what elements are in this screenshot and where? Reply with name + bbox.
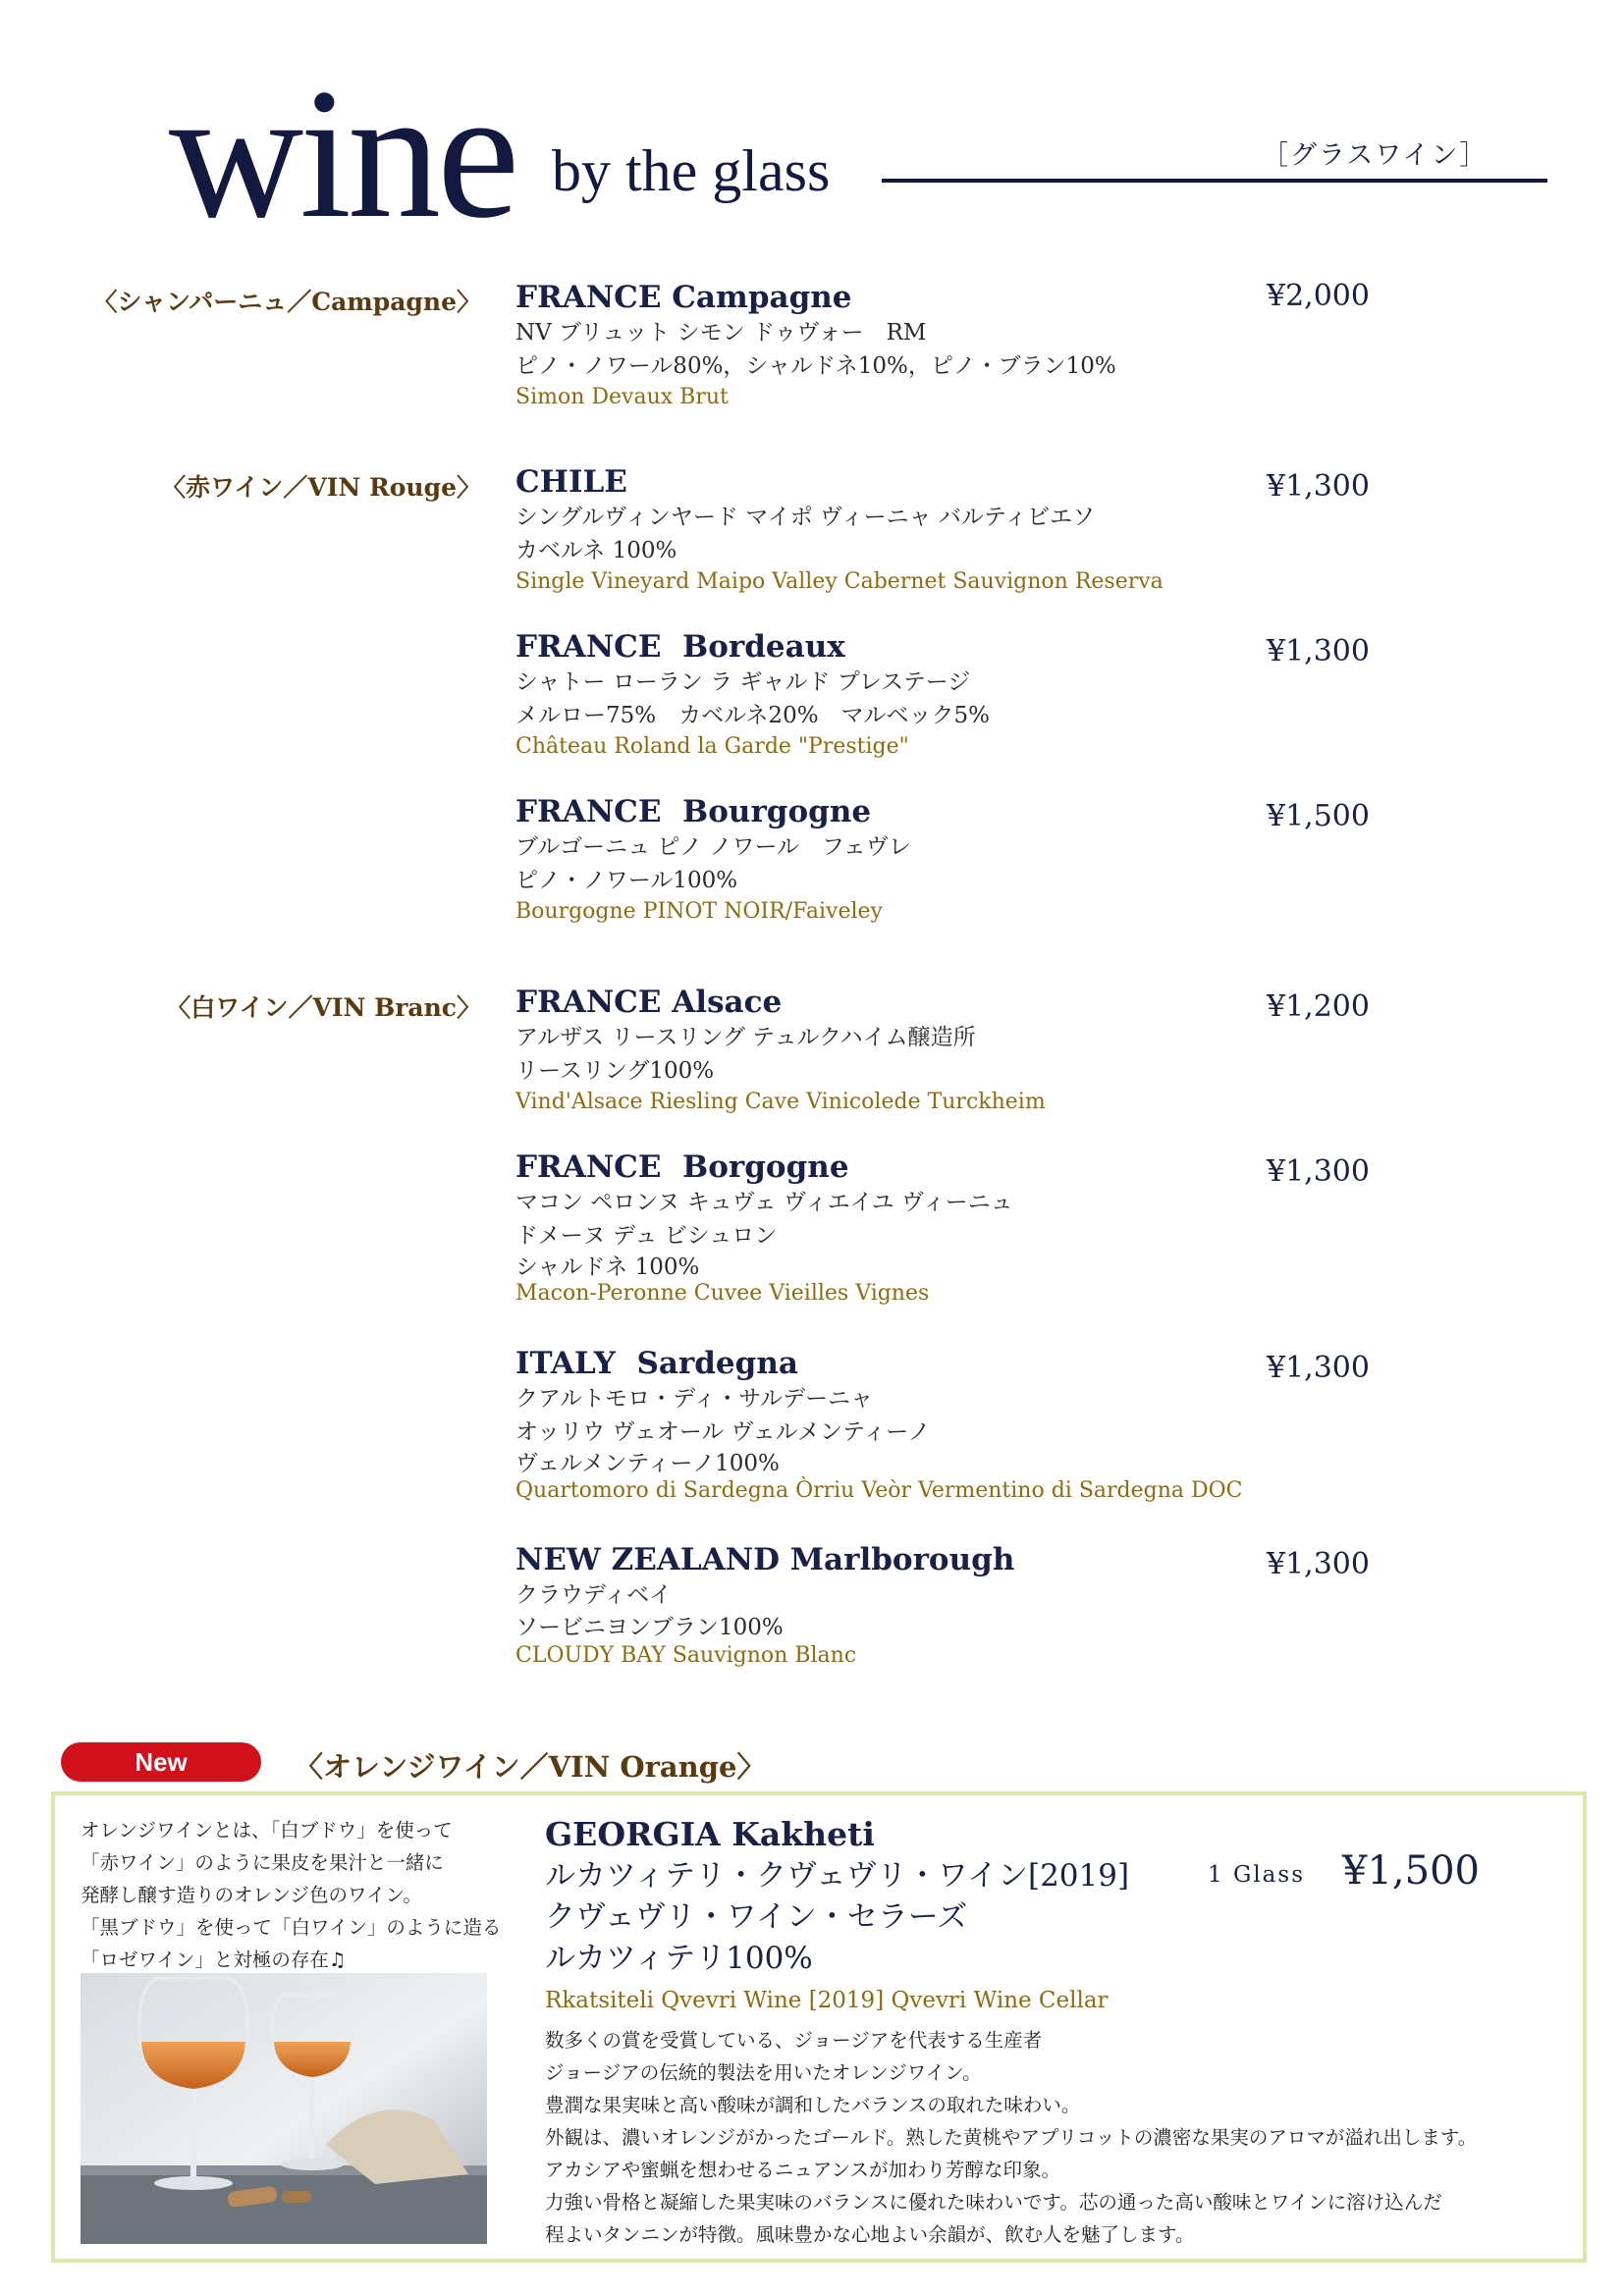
description-line: 外観は、濃いオレンジがかったゴールド。熟した黄桃やアプリコットの濃密な果実のアロマが溢れ出します。 (545, 2126, 1478, 2149)
wine-item (515, 279, 1380, 412)
wine-name-jp: クアルトモロ・ディ・サルデーニャ (515, 1386, 874, 1412)
wine-title: ITALY Sardegna (515, 1346, 798, 1381)
wine-grapes: カベルネ 100% (515, 538, 677, 563)
description-line: ジョージアの伝統的製法を用いたオレンジワイン。 (545, 2061, 982, 2084)
wine-name-en: Simon Devaux Brut (515, 385, 729, 409)
description-line: 程よいタンニンが特徴。風味豊かな心地よい余韻が、飲む人を魅了します。 (545, 2223, 1195, 2246)
wine-name-jp: ブルゴーニュ ピノ ノワール フェヴレ (515, 834, 911, 860)
description-line: アカシアや蜜蝋を想わせるニュアンスが加わり芳醇な印象。 (545, 2159, 1060, 2181)
orange-wine-glasses-photo (81, 1973, 487, 2244)
wine-name-jp: NV ブリュット シモン ドゥヴォー RM (515, 320, 927, 346)
wine-name-en: Vind'Alsace Riesling Cave Vinicolede Turckheim (515, 1090, 1046, 1114)
wine-name-en: CLOUDY BAY Sauvignon Blanc (515, 1643, 857, 1668)
explanation-line: 「ロゼワイン」と対極の存在♫ (81, 1949, 347, 1971)
wine-name-en: Quartomoro di Sardegna Òrriu Veòr Vermentino di Sardegna DOC (515, 1478, 1243, 1503)
wine-name-en: Single Vineyard Maipo Valley Cabernet Sauvignon Reserva (515, 569, 1164, 594)
wine-name-jp: アルザス リースリング テュルクハイム醸造所 (515, 1025, 976, 1050)
wine-grapes: ピノ・ノワール80%，シャルドネ10%，ピノ・ブラン10% (515, 353, 1116, 379)
wine-item (515, 1148, 1380, 1306)
wine-price: ¥1,300 (1267, 1154, 1370, 1189)
wine-name-jp: シングルヴィンヤード マイポ ヴィーニャ バルティビエソ (515, 505, 1096, 530)
wine-name-jp: シャトー ローラン ラ ギャルド プレステージ (515, 669, 971, 695)
wine-grapes: ソービニヨンブラン100% (515, 1615, 784, 1640)
page-subtitle: by the glass (552, 138, 831, 203)
wine-price: ¥2,000 (1267, 279, 1370, 313)
wine-price: ¥1,500 (1267, 799, 1370, 833)
wine-title: FRANCE Bourgogne (515, 794, 872, 829)
wine-grapes: ヴェルメンティーノ100% (515, 1451, 780, 1476)
wine-name-en: Macon-Peronne Cuvee Vieilles Vignes (515, 1281, 930, 1306)
wine-name-jp: ルカツィテリ・クヴェヴリ・ワイン[2019] (545, 1858, 1130, 1894)
wine-item (515, 628, 1380, 762)
wine-title: FRANCE Borgogne (515, 1149, 849, 1185)
wine-name-en: Rkatsiteli Qvevri Wine [2019] Qvevri Wine Cellar (545, 1988, 1109, 2013)
wine-price: ¥1,300 (1267, 634, 1370, 668)
wine-title: FRANCE Bordeaux (515, 629, 845, 665)
wine-grapes: シャルドネ 100% (515, 1255, 700, 1280)
category-white-wine: 〈白ワイン／VIN Branc〉 (166, 993, 481, 1022)
category-red-wine: 〈赤ワイン／VIN Rouge〉 (161, 473, 481, 502)
wine-price: ¥1,300 (1267, 1547, 1370, 1581)
category-champagne: 〈シャンパーニュ／Campagne〉 (92, 288, 481, 316)
page-title-japanese: ［グラスワイン］ (1262, 140, 1489, 171)
description-line: 数多くの賞を受賞している、ジョージアを代表する生産者 (545, 2029, 1043, 2052)
wine-title: FRANCE Alsace (515, 985, 783, 1020)
wine-price: ¥1,500 (1342, 1848, 1480, 1894)
wine-title: CHILE (515, 464, 627, 500)
wine-name-jp: マコン ペロンヌ キュヴェ ヴィエイユ ヴィーニュ (515, 1190, 1013, 1215)
wine-item (515, 984, 1380, 1117)
wine-producer-jp: クヴェヴリ・ワイン・セラーズ (545, 1899, 968, 1935)
explanation-line: オレンジワインとは、「白ブドウ」を使って (81, 1819, 453, 1842)
wine-cuvee-jp: オッリウ ヴェオール ヴェルメンティーノ (515, 1419, 931, 1445)
wine-producer-jp: ドメーヌ デュ ビシュロン (515, 1223, 778, 1249)
description-line: 力強い骨格と凝縮した果実味のバランスに優れた味わいです。芯の通った高い酸味とワインに溶け込んだ (545, 2191, 1442, 2214)
wine-price: ¥1,300 (1267, 469, 1370, 504)
description-line: 豊潤な果実味と高い酸味が調和したバランスの取れた味わい。 (545, 2094, 1081, 2116)
category-orange-wine: 〈オレンジワイン／VIN Orange〉 (295, 1750, 766, 1784)
explanation-line: 「赤ワイン」のように果皮を果汁と一緒に (81, 1851, 444, 1874)
wine-title: GEORGIA Kakheti (545, 1815, 875, 1853)
wine-grapes: ルカツィテリ100% (545, 1941, 813, 1976)
explanation-line: 発酵し醸す造りのオレンジ色のワイン。 (81, 1884, 422, 1906)
wine-price: ¥1,200 (1267, 989, 1370, 1024)
wine-item (515, 463, 1380, 597)
wine-item (515, 1345, 1380, 1504)
wine-grapes: リースリング100% (515, 1058, 715, 1084)
wine-grapes: メルロー75% カベルネ20% マルベック5% (515, 703, 991, 728)
orange-wine-explanation (81, 1814, 513, 1976)
wine-name-en: Bourgogne PINOT NOIR/Faiveley (515, 899, 883, 924)
wine-grapes: ピノ・ノワール100% (515, 868, 738, 893)
title-divider (882, 179, 1547, 183)
page-title: wine (169, 51, 516, 257)
wine-item (515, 793, 1380, 927)
wine-price: ¥1,300 (1267, 1351, 1370, 1385)
new-badge: New (61, 1742, 261, 1782)
wine-item (515, 1541, 1380, 1669)
explanation-line: 「黒ブドウ」を使って「白ワイン」のように造る (81, 1916, 502, 1939)
wine-name-jp: クラウディベイ (515, 1582, 673, 1608)
wine-title: FRANCE Campagne (515, 280, 852, 315)
wine-description (545, 2024, 1566, 2251)
wine-name-en: Château Roland la Garde "Prestige" (515, 734, 909, 759)
wine-title: NEW ZEALAND Marlborough (515, 1542, 1015, 1577)
glass-size-label: 1 Glass (1208, 1862, 1305, 1888)
